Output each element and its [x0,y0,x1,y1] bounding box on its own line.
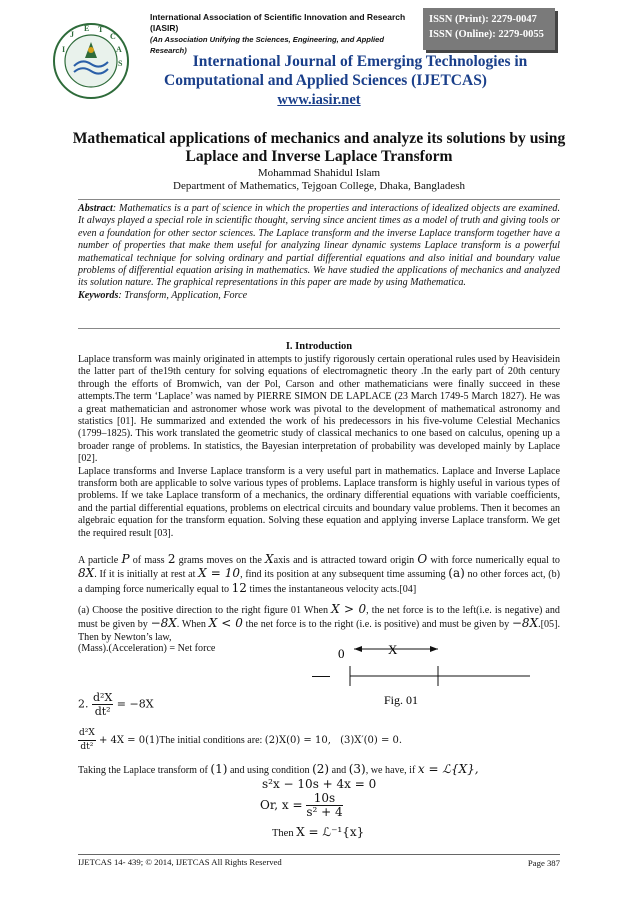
text-span: . When [176,619,209,631]
initial-condition: (3)X′(0) = 0. [340,735,403,746]
association-name: International Association of Scientific Innovation and Research (IASIR) [150,12,406,33]
keywords-text: : Transform, Application, Force [118,289,248,301]
numerator: 10s [306,792,342,806]
math-symbol: (a) [448,566,465,581]
laplace-step [78,763,560,777]
issn-print: ISSN (Print): 2279-0047 [429,14,537,25]
author-block [0,167,638,193]
text-span: , we have, if [365,765,418,776]
journal-name-line1: International Journal of Emerging Technologies in [192,53,528,70]
page-number: Page 387 [527,858,560,868]
text-span: The initial conditions are: [159,735,265,746]
newton-law: (Mass).(Acceleration) = Net force [78,643,216,654]
journal-website-link[interactable]: www.iasir.net [277,92,361,108]
equation-ref: (3) [348,762,366,776]
math-symbol: X = 10 [198,566,241,581]
svg-text:C: C [110,32,116,41]
svg-text:I: I [62,45,66,54]
text-span: (a) Choose the positive direction to the right figure 01 When [78,605,332,616]
math-symbol: −8X [150,616,177,631]
text-span: times the instantaneous velocity acts.[04] [246,583,417,595]
text-span: , find its position at any subsequent time assuming [240,569,449,581]
math-symbol: X > 0 [331,602,367,616]
text-span: Or, x = [260,798,307,812]
denominator: dt² [80,742,94,752]
paragraph: Laplace transforms and Inverse Laplace transform is a very useful part in mathematics. Laplace and Inverse Laplace transform both are applicable to solve various types of problems. Laplace transform is highly useful in various types of problems. If we take Laplace transform of a mechanics, the ordinary differential equations with variable coefficients, and the partial differential equations, problems on electrical circuits and boundary value problems. Then it becomes an algebraic equation for the transform equation. Solving these equation and applying inverse Laplace transform. We get the required result [03]. [78,465,560,539]
issn-box [423,8,555,50]
author-name: Mohammad Shahidul Islam [257,167,381,179]
text-span: and using condition [227,765,313,776]
keywords [78,290,560,302]
fraction [92,691,113,718]
initial-condition: (2)X(0) = 10, [264,735,331,746]
text-span: A particle [78,555,122,566]
math-symbol: 8X [78,566,95,581]
svg-text:A: A [116,45,122,54]
equation-number: 2. [78,697,89,711]
intro-paragraphs [78,354,560,540]
equation-2 [78,691,154,718]
text-span: grams moves on the [175,555,266,566]
math-symbol: x = ℒ{X}, [417,762,479,776]
figure-arrowhead-right [430,646,438,652]
equation-inverse [272,826,364,840]
text-span: axis and is attracted toward origin [273,555,418,566]
math-symbol: 2 [167,552,176,566]
abstract-text: : Mathematics is a part of science in which the properties and interactions of idealized objects are examined. It always played a special role in scientific thought, serving since ancient times as a model of truth and giving tools or even a foundation for other sector sciences. The Laplace transform and the inverse Laplace transform together have a number of properties that make them useful for analyzing linear dynamic systems Laplace transform is a powerful mathematical technique for solving ordinary and partial differential equations and also initial and boundary value problems of differential equation arising in mathematics. We have studied the applications of mechanics and analyzed its solution nature. The graphical representations in this paper are made by using Mathematica. [78,203,560,289]
text-span: Taking the Laplace transform of [78,765,211,776]
svg-text:T: T [98,25,104,34]
figure-caption: Fig. 01 [384,693,419,707]
text-span: and [329,765,349,776]
equation-ref: (2) [312,762,330,776]
equation-transformed: s²x − 10s + 4x = 0 [262,777,377,791]
text-span: of mass [129,555,168,566]
math-symbol: −8X [511,616,539,631]
text-span: , the net force is to the left(i.e. is negative) and must be given by [78,605,560,631]
equation-ref: (1) [210,762,228,776]
numerator: d²X [78,727,96,741]
text-span: with force numerically equal to [427,555,560,566]
paper-title: Mathematical applications of mechanics and analyze its solutions by using Laplace and Inverse Laplace Transform [72,130,566,165]
equation-rhs: + 4X = 0(1) [95,735,160,746]
association-header [150,12,420,56]
equation-rhs: = −8X [113,697,154,711]
equation-solution-x [260,792,343,819]
page-footer [78,854,560,867]
text-span: Then [272,828,297,839]
text-span: the net force is to the right (i.e. is positive) and must be given by [242,619,512,631]
denominator: s² + 4 [306,805,343,819]
equation-1 [78,727,402,754]
figure-01 [330,636,540,716]
abstract-label: Abstract [78,203,113,214]
author-affiliation: Department of Mathematics, Tejgoan College, Dhaka, Bangladesh [173,180,465,192]
abstract [78,203,560,302]
fraction [78,727,96,754]
figure-left-dash [312,676,330,677]
math-symbol: X [265,552,274,566]
paragraph [78,553,560,596]
math-symbol: 12 [231,580,247,595]
journal-name-line2: Computational and Applied Sciences (IJETCAS) [164,72,487,89]
figure-origin-label: 0 [338,646,345,661]
math-symbol: P [121,552,130,566]
fraction [306,792,342,819]
figure-x-label: X [388,642,398,657]
divider [78,199,560,200]
math-symbol: O [417,552,428,566]
text-span: no other forces act, (b) a damping force numerically equal to [78,569,560,595]
svg-text:J: J [70,30,74,39]
text-span: . If it is initially at rest at [94,569,199,581]
denominator: dt² [94,705,111,718]
numerator: d²X [93,691,113,704]
svg-text:E: E [84,24,90,33]
journal-name [150,52,570,90]
footer-copyright: IJETCAS 14- 439; © 2014, IJETCAS All Rights Reserved [78,857,282,867]
issn-online: ISSN (Online): 2279-0055 [429,29,544,40]
text-span: .[05]. Then by Newton’s law, [78,619,560,643]
math-expression: X = ℒ⁻¹{x} [296,825,365,839]
keywords-label: Keywords [78,289,119,301]
paragraph: Laplace transform was mainly originated in attempts to justify rigorously certain operational rules used by Heavisidein the latter part of the19th century for solving equations of electromagnetic theory .In the early part of 20th century through the efforts of Bromwich, van der Pol, Carson and other mathematicians were finally succeed in these attempts.The term ‘Laplace’ was named by PIERRE SIMON DE LAPLACE (23 March 1749-5 March 1827). He was a great mathematician and astronomer whose work was pivotal to the development of mathematical astronomy and statistics [01]. He summarized and extended the work of his predecessors in his five-volume Celestial Mechanics (1799–1825). This work translated the geometric study of classical mechanics to one based on calculus, opening up a broader range of problems. In statistics, the Bayesian interpretation of probability was developed mainly by Laplace [02]. [78,354,560,465]
journal-logo [52,22,130,100]
section-heading: I. Introduction [285,341,353,352]
math-symbol: X < 0 [208,616,243,631]
divider [78,328,560,329]
association-tagline: (An Association Unifying the Sciences, Engineering, and Applied Research) [150,35,385,55]
figure-arrowhead-left [354,646,362,652]
problem-statement [78,553,560,596]
svg-text:S: S [118,59,123,68]
